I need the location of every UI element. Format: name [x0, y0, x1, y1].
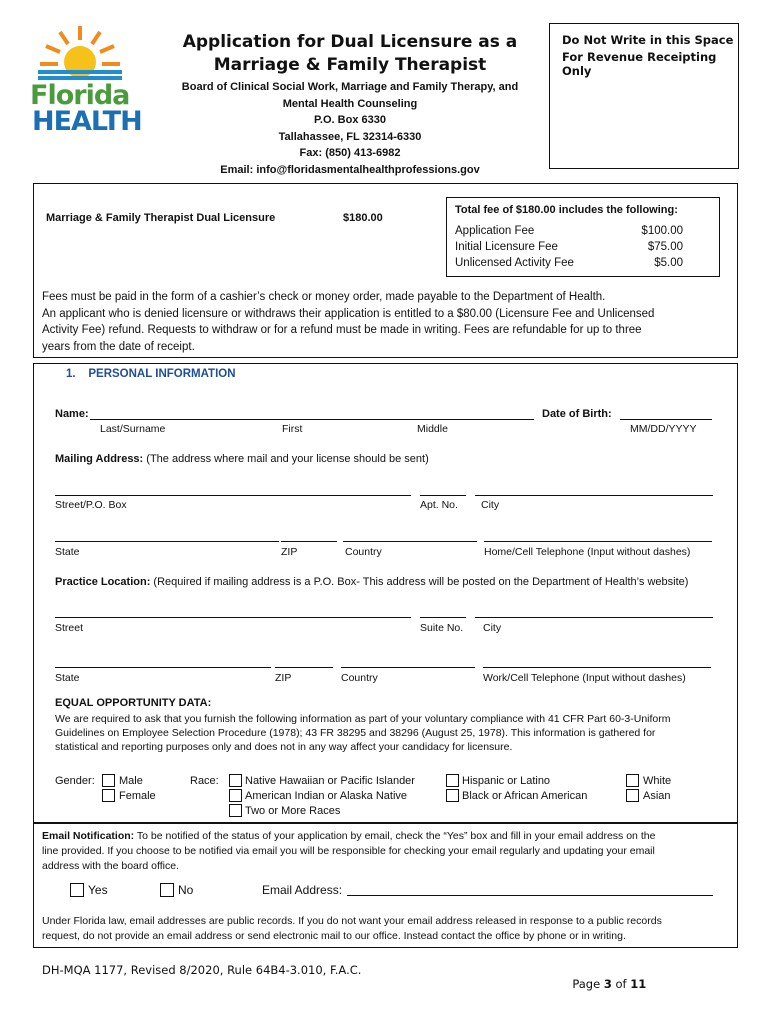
suite-input-line[interactable]	[420, 617, 466, 618]
name-label: Name:	[55, 408, 89, 420]
female-option-label: Female	[119, 790, 156, 802]
work-phone-caption: Work/Cell Telephone (Input without dashes)	[483, 672, 686, 684]
gender-label: Gender:	[55, 775, 95, 787]
fee-item-label: Unlicensed Activity Fee	[455, 257, 574, 269]
form-number: DH-MQA 1177, Revised 8/2020, Rule 64B4-3.010, F.A.C.	[42, 963, 362, 977]
eeo-line: statistical and reporting purposes only and does not in any way affect your candidacy for licensure.	[55, 741, 513, 753]
practice-location-heading	[55, 576, 688, 588]
fee-note-line: An applicant who is denied licensure or withdraws their application is entitled to a $80.00 (Licensure Fee and Unlicensed	[42, 307, 655, 320]
race-two-checkbox[interactable]	[229, 804, 242, 817]
email-address-input-line[interactable]	[347, 895, 713, 896]
board-name-line2: Mental Health Counseling	[282, 97, 418, 110]
race-white-checkbox[interactable]	[626, 774, 639, 787]
race-hispanic-checkbox[interactable]	[446, 774, 459, 787]
fee-breakdown-title: Total fee of $180.00 includes the following:	[455, 204, 678, 216]
revenue-receipt-box	[549, 23, 739, 169]
eeo-line: We are required to ask that you furnish the following information as part of your voluntary compliance with 41 CFR Part 60-3-Uniform	[55, 713, 671, 725]
email-notification-text	[42, 829, 655, 874]
practice-state-caption: State	[55, 672, 80, 684]
mailing-address-note: (The address where mail and your license should be sent)	[146, 453, 429, 465]
receipt-note-line1: Do Not Write in this Space	[562, 33, 734, 47]
middle-name-caption: Middle	[417, 423, 448, 435]
email-notice-line: address with the board office.	[42, 860, 179, 872]
practice-country-caption: Country	[341, 672, 378, 684]
dob-label: Date of Birth:	[542, 408, 612, 420]
apt-input-line[interactable]	[420, 495, 466, 496]
email-no-checkbox[interactable]	[160, 883, 174, 897]
fax-number: Fax: (850) 413-6982	[299, 147, 401, 159]
race-label: Race:	[190, 775, 219, 787]
mailing-address-label: Mailing Address:	[55, 453, 144, 465]
fee-item-label: Application Fee	[455, 225, 535, 237]
race-nhpi-label: Native Hawaiian or Pacific Islander	[245, 775, 415, 787]
race-nhpi-checkbox[interactable]	[229, 774, 242, 787]
receipt-note-line2: For Revenue Receipting Only	[562, 50, 717, 78]
race-black-label: Black or African American	[462, 790, 588, 802]
practice-city-caption: City	[483, 622, 502, 634]
board-email: Email: info@floridasmentalhealthprofessions.gov	[220, 163, 480, 176]
page-total: 11	[630, 977, 647, 991]
city-caption: City	[481, 499, 500, 511]
zip-caption: ZIP	[281, 546, 298, 558]
practice-location-label: Practice Location:	[55, 576, 151, 588]
race-aian-label: American Indian or Alaska Native	[245, 790, 408, 802]
board-info	[130, 79, 570, 178]
eeo-line: Guidelines on Employee Selection Procedure (1978); 43 FR 38295 and 38296 (August 25, 1978). This information is gathered for	[55, 727, 656, 739]
apt-caption: Apt. No.	[420, 499, 458, 511]
form-title-line2: Marriage & Family Therapist	[213, 55, 487, 75]
public-records-line: Under Florida law, email addresses are public records. If you do not want your email address released in response to a public records	[42, 915, 662, 927]
street-caption: Street	[55, 622, 84, 634]
eeo-title: EQUAL OPPORTUNITY DATA:	[55, 697, 212, 709]
email-notification-label: Email Notification:	[42, 830, 135, 842]
email-address-label: Email Address:	[262, 883, 343, 897]
dob-format-caption: MM/DD/YYYY	[630, 423, 697, 435]
sun-icon	[30, 22, 130, 84]
race-asian-label: Asian	[643, 790, 671, 802]
race-two-label: Two or More Races	[245, 805, 341, 817]
mailing-address-heading	[55, 453, 429, 465]
po-box: P.O. Box 6330	[314, 114, 386, 126]
street-po-input-line[interactable]	[55, 495, 411, 496]
suite-caption: Suite No.	[420, 622, 464, 634]
city-state-zip: Tallahassee, FL 32314-6330	[278, 130, 422, 143]
practice-street-input-line[interactable]	[55, 617, 411, 618]
public-records-notice	[42, 914, 662, 944]
email-yes-label: Yes	[88, 883, 108, 897]
page-prefix: Page	[572, 977, 604, 991]
female-checkbox[interactable]	[102, 789, 115, 802]
email-no-label: No	[178, 883, 194, 897]
fee-item-label: Initial Licensure Fee	[455, 241, 558, 253]
board-name-line1: Board of Clinical Social Work, Marriage and Family Therapy, and	[181, 81, 519, 93]
race-black-checkbox[interactable]	[446, 789, 459, 802]
page-of: of	[611, 977, 631, 991]
country-caption: Country	[345, 546, 382, 558]
page-current: 3	[603, 977, 612, 991]
dob-input-line[interactable]	[620, 419, 712, 420]
fee-item-amount: $5.00	[654, 257, 683, 269]
eeo-statement	[55, 712, 671, 754]
male-checkbox[interactable]	[102, 774, 115, 787]
fee-item-amount: $100.00	[641, 225, 683, 237]
section-title-personal: 1. PERSONAL INFORMATION	[66, 368, 236, 380]
fee-note-line: Activity Fee) refund. Requests to withdraw or for a refund must be made in writing. Fees are refundable for up to three	[42, 324, 642, 336]
page-number	[565, 963, 646, 991]
practice-city-input-line[interactable]	[475, 617, 713, 618]
practice-state-input-line[interactable]	[55, 667, 271, 668]
last-name-caption: Last/Surname	[100, 423, 166, 435]
name-input-line[interactable]	[90, 419, 534, 420]
license-type-label: Marriage & Family Therapist Dual Licensure	[46, 212, 276, 224]
logo-florida-text: Florida	[30, 80, 130, 111]
form-title-line1: Application for Dual Licensure as a	[182, 32, 518, 52]
email-notice-line: To be notified of the status of your application by email, check the “Yes” box and fill in your email address on the	[136, 830, 656, 842]
email-yes-checkbox[interactable]	[70, 883, 84, 897]
first-name-caption: First	[282, 423, 303, 435]
practice-zip-input-line[interactable]	[275, 667, 333, 668]
practice-zip-caption: ZIP	[275, 672, 292, 684]
street-po-caption: Street/P.O. Box	[55, 499, 127, 511]
license-fee-amount: $180.00	[343, 212, 383, 224]
public-records-line: request, do not provide an email address or send electronic mail to our office. Instead contact the office by phone or in writing.	[42, 930, 626, 942]
logo-health-text: HEALTH	[32, 106, 142, 137]
fee-item-amount: $75.00	[647, 241, 683, 253]
home-phone-input-line[interactable]	[484, 541, 712, 542]
city-input-line[interactable]	[475, 495, 713, 496]
email-notice-line: line provided. If you choose to be notified via email you will be responsible for checking your email regularly and updating your email	[42, 845, 655, 857]
home-phone-caption: Home/Cell Telephone (Input without dashes)	[484, 546, 691, 558]
practice-country-input-line[interactable]	[341, 667, 475, 668]
race-asian-checkbox[interactable]	[626, 789, 639, 802]
race-white-label: White	[643, 775, 672, 787]
state-caption: State	[55, 546, 80, 558]
country-input-line[interactable]	[343, 541, 477, 542]
race-aian-checkbox[interactable]	[229, 789, 242, 802]
fee-note-line: Fees must be paid in the form of a cashier’s check or money order, made payable to the Department of Health.	[42, 291, 606, 303]
zip-input-line[interactable]	[281, 541, 337, 542]
race-hispanic-label: Hispanic or Latino	[462, 775, 551, 787]
fee-note-line: years from the date of receipt.	[42, 340, 195, 353]
male-option-label: Male	[119, 775, 143, 787]
state-input-line[interactable]	[55, 541, 279, 542]
work-phone-input-line[interactable]	[483, 667, 711, 668]
practice-location-note: (Required if mailing address is a P.O. Box- This address will be posted on the Department of Health’s website)	[153, 576, 689, 588]
florida-health-logo	[30, 22, 142, 137]
fee-payment-note	[42, 289, 654, 355]
